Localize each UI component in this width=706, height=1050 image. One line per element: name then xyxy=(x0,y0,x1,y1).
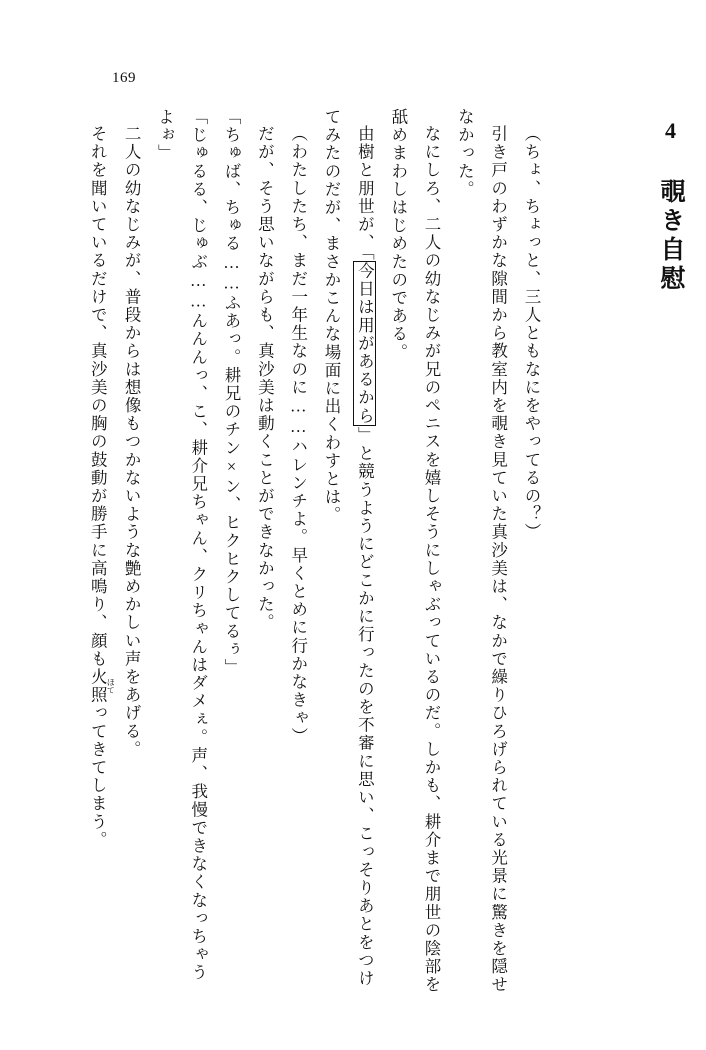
paragraph: 二人の幼なじみが、普段からは想像もつかないような艶めかしい声をあげる。 xyxy=(122,124,142,758)
paragraph-with-ruby: それを聞いているだけで、真沙美の胸の鼓動が勝手に高鳴り、顔も火照 ほてってきてしまう。 xyxy=(88,124,116,849)
paragraph: だが、そう思いながらも、真沙美は動くことができなかった。 xyxy=(255,124,275,632)
boxed-phrase: 今日は用があるから xyxy=(355,262,375,425)
dialogue-line: 「ちゅば、ちゅる……ふあっ。耕兄のチン×ン、ヒクヒクしてるぅ」 xyxy=(222,108,242,677)
paragraph-with-box: 由樹と朋世が、「今日は用があるから」と競うようにどこかに行ったのを不審に思い、こっそりあとをつけてみたのだが、まさかこんな場面に出くわすとは。 xyxy=(322,108,375,988)
chapter-title xyxy=(652,118,688,358)
chapter-number: 4 xyxy=(658,118,683,147)
paragraph: （ちょ、ちょっと、三人ともなにをやってるの？） xyxy=(522,124,541,541)
paragraph: なにしろ、二人の幼なじみが兄のペニスを嬉しそうにしゃぶっているのだ。しかも、耕介まで朋世の陰部を舐めまわしはじめたのである。 xyxy=(388,108,442,994)
ruby-reading: ほて xyxy=(106,667,116,704)
ruby-base: 火照 xyxy=(88,667,108,704)
paragraph: （わたしたち、まだ一年生なのに……ハレンチよ。早くとめに行かなきゃ） xyxy=(288,124,308,745)
chapter-title-text: 覗き自慰 xyxy=(657,178,684,294)
dialogue-line: 「じゅるる、じゅぶ……んんんっ、こ、耕介兄ちゃん、クリちゃんはダメぇ。声、我慢できなくなっちゃうよぉ」 xyxy=(155,108,208,982)
ruby-annotation xyxy=(88,667,116,704)
paragraph: 引き戸のわずかな隙間から教室内を覗き見ていた真沙美は、なかで繰りひろげられている光景に驚きを隠せなかった。 xyxy=(455,108,508,994)
body-text xyxy=(78,108,548,994)
page-number: 169 xyxy=(112,70,136,86)
